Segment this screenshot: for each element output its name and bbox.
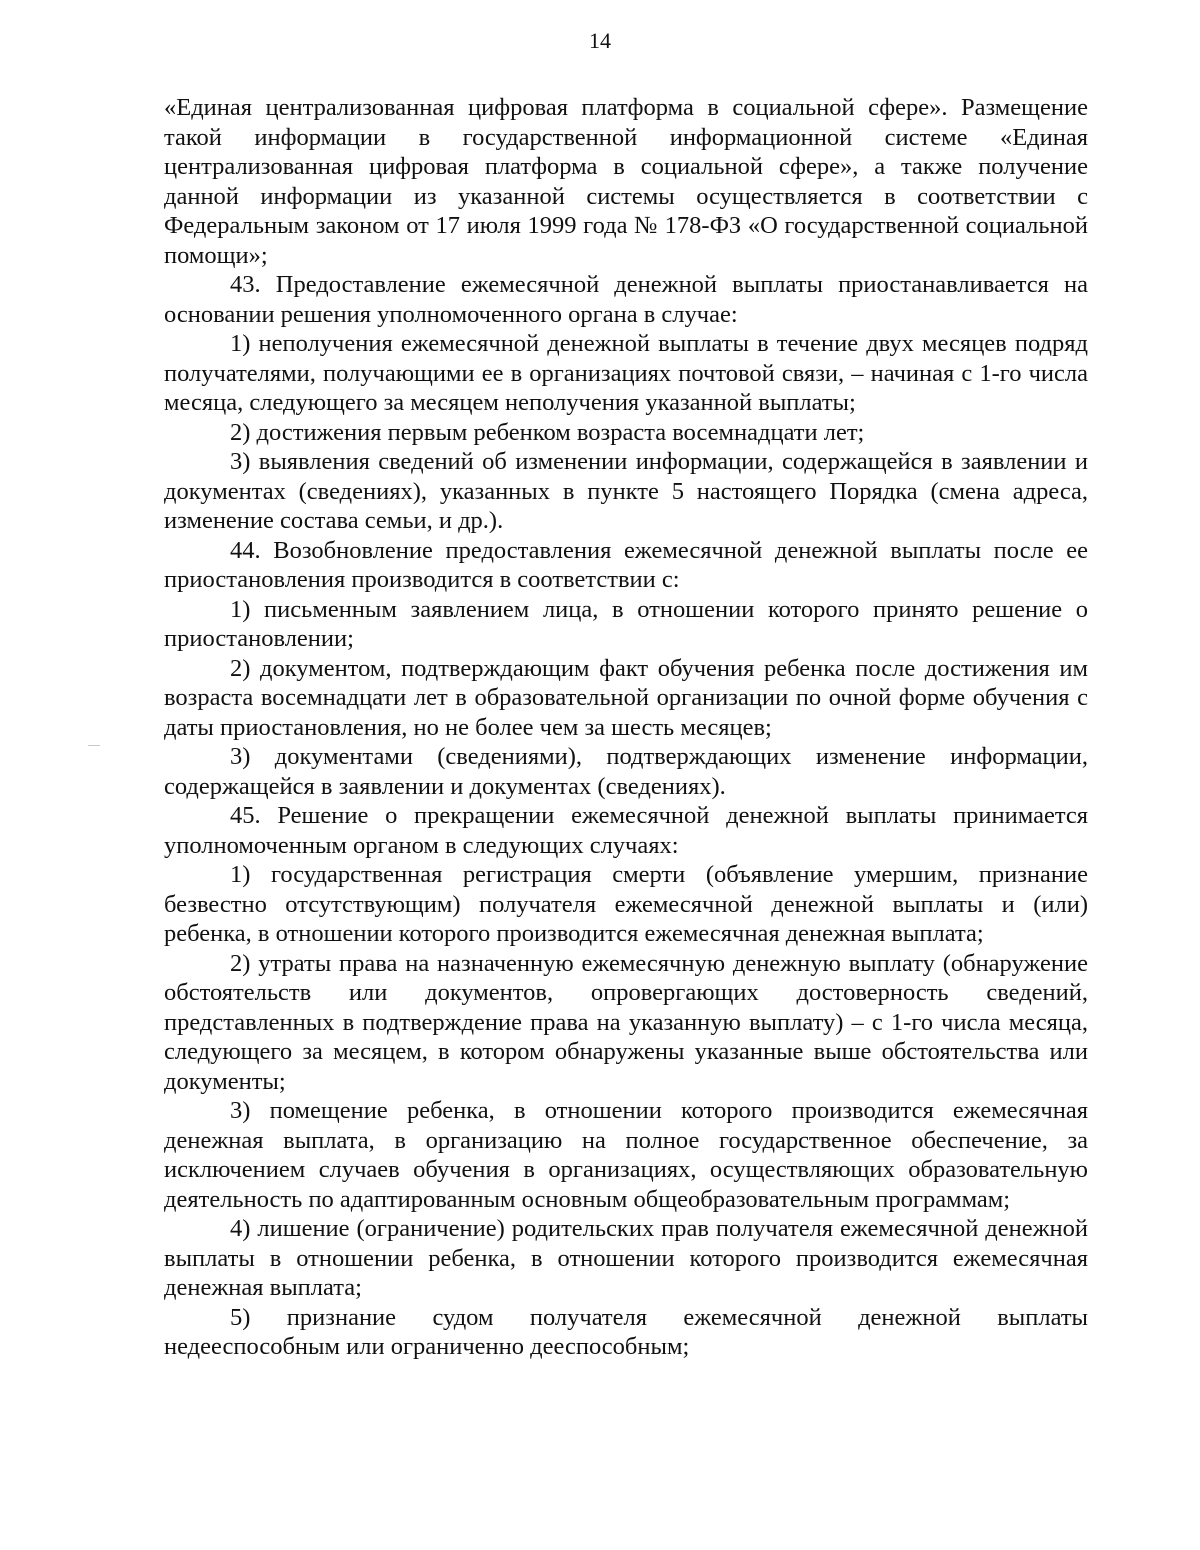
page-number: 14 bbox=[589, 28, 611, 53]
paragraph-45-item-2: 2) утраты права на назначенную ежемесячную денежную выплату (обнаружение обстоятельств или документов, опровергающих достоверность сведений, представленных в подтверждение права на указанную выплату) – с 1-го числа месяца, следующего за месяцем, в котором обнаружены указанные выше обстоятельства или документы; bbox=[164, 949, 1088, 1095]
paragraph-44-resumption: 44. Возобновление предоставления ежемесячной денежной выплаты после ее приостановления производится в соответствии с: bbox=[164, 536, 1088, 593]
paragraph-44-item-1: 1) письменным заявлением лица, в отношении которого принято решение о приостановлении; bbox=[164, 595, 1088, 652]
paragraph-45-termination: 45. Решение о прекращении ежемесячной денежной выплаты принимается уполномоченным органом в следующих случаях: bbox=[164, 802, 1088, 859]
paragraph-platform-info: «Единая централизованная цифровая платформа в социальной сфере». Размещение такой информации в государственной информационной системе «Единая централизованная цифровая платформа в социальной сфере», а также получение данной информации из указанной системы осуществляется в соответствии с Федеральным законом от 17 июля 1999 года № 178-ФЗ «О государственной социальной помощи»; bbox=[164, 94, 1088, 269]
paragraph-44-item-3: 3) документами (сведениями), подтверждающих изменение информации, содержащейся в заявлении и документах (сведениях). bbox=[164, 743, 1088, 800]
paragraph-43-item-2: 2) достижения первым ребенком возраста восемнадцати лет; bbox=[230, 418, 865, 446]
paragraph-45-item-3: 3) помещение ребенка, в отношении которого производится ежемесячная денежная выплата, в организацию на полное государственное обеспечение, за исключением случаев обучения в организациях, осуществляющих образовательную деятельность по адаптированным основным общеобразовательным программам; bbox=[164, 1097, 1088, 1213]
paragraph-43-item-1: 1) неполучения ежемесячной денежной выплаты в течение двух месяцев подряд получателями, получающими ее в организациях почтовой связи, – начиная с 1-го числа месяца, следующего за месяцем неполучения указанной выплаты; bbox=[164, 330, 1088, 416]
paragraph-45-item-5: 5) признание судом получателя ежемесячной денежной выплаты недееспособным или ограниченно дееспособным; bbox=[164, 1303, 1088, 1360]
paragraph-45-item-4: 4) лишение (ограничение) родительских прав получателя ежемесячной денежной выплаты в отношении ребенка, в отношении которого производится ежемесячная денежная выплата; bbox=[164, 1215, 1088, 1301]
scan-artifact-mark bbox=[88, 745, 100, 746]
paragraph-44-item-2: 2) документом, подтверждающим факт обучения ребенка после достижения им возраста восемнадцати лет в образовательной организации по очной форме обучения с даты приостановления, но не более чем за шесть месяцев; bbox=[164, 654, 1088, 741]
document-body bbox=[164, 93, 1088, 1362]
paragraph-43-item-3: 3) выявления сведений об изменении информации, содержащейся в заявлении и документах (сведениях), указанных в пункте 5 настоящего Порядка (смена адреса, изменение состава семьи, и др.). bbox=[164, 448, 1088, 534]
paragraph-45-item-1: 1) государственная регистрация смерти (объявление умершим, признание безвестно отсутствующим) получателя ежемесячной денежной выплаты и (или) ребенка, в отношении которого производится ежемесячная денежная выплата; bbox=[164, 861, 1088, 947]
paragraph-43-suspension: 43. Предоставление ежемесячной денежной выплаты приостанавливается на основании решения уполномоченного органа в случае: bbox=[164, 271, 1088, 328]
